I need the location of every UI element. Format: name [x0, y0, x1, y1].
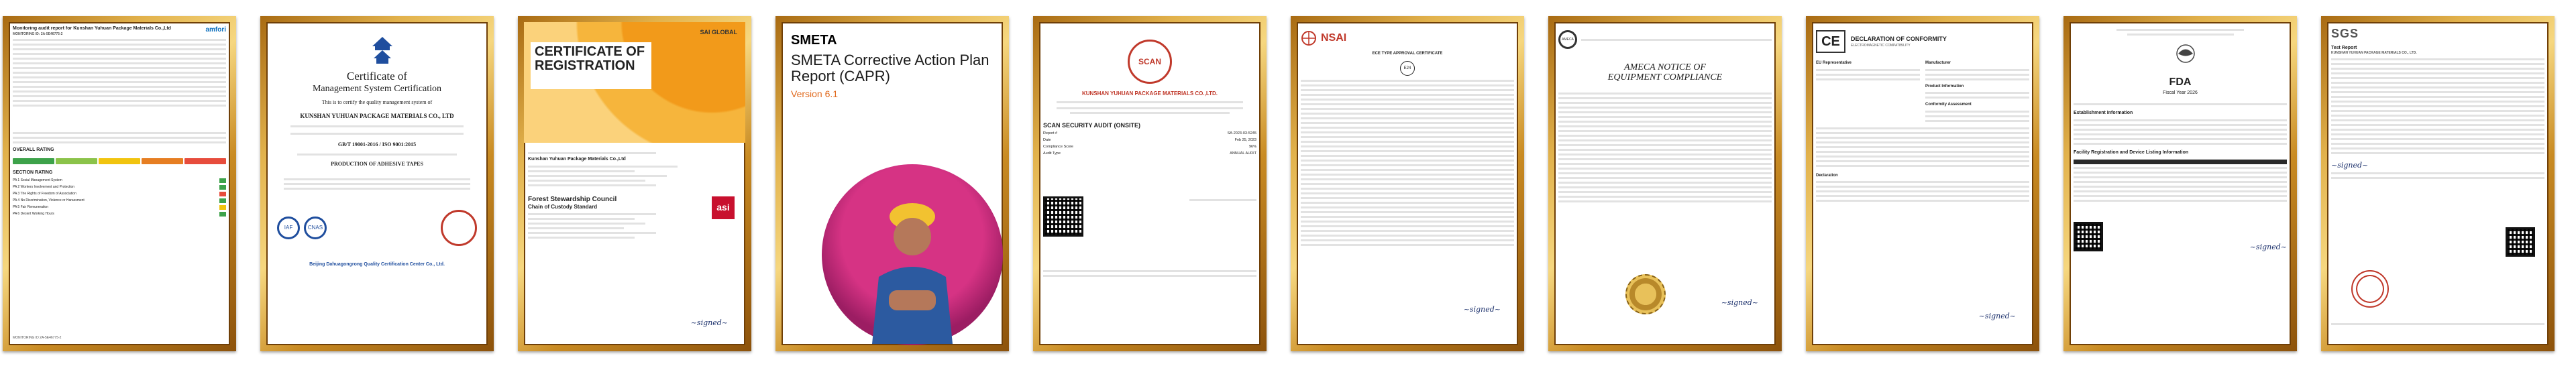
certificate-frame-10[interactable]	[2321, 16, 2555, 351]
ameca-title-line-2: EQUIPMENT COMPLIANCE	[1607, 72, 1723, 83]
certificate-frame-4[interactable]	[775, 16, 1009, 351]
capr-version: Version 6.1	[791, 88, 839, 100]
company-name: Kunshan Yuhuan Package Materials Co.,Ltd	[528, 157, 626, 162]
sgs-logo: SGS	[2331, 27, 2359, 40]
sai-global-logo: SAI GLOBAL	[700, 29, 737, 36]
nsai-certificate	[1301, 26, 1514, 341]
red-seal-icon	[441, 210, 477, 246]
certificate-frame-7[interactable]	[1548, 16, 1782, 351]
certificate-frame-6[interactable]	[1291, 16, 1524, 351]
product-heading: Product Information	[1925, 84, 1964, 88]
section-row: PA 2 Workers Involvement and Protection	[13, 185, 226, 190]
certificate-title-line-1: Certificate of	[346, 70, 408, 82]
registration-title: CERTIFICATE OF REGISTRATION	[531, 42, 651, 89]
signature-icon: ~signed~	[690, 318, 728, 328]
test-report-title: Test Report	[2331, 45, 2357, 50]
qr-code-icon	[1043, 196, 1083, 237]
gold-seal-icon	[1625, 274, 1666, 314]
certificate-title-line-2: Management System Certification	[312, 84, 442, 95]
red-stamp-icon	[2351, 270, 2389, 308]
report-footer: MONITORING ID 2A-5E46775-2	[13, 335, 62, 340]
nsai-logo-icon	[1301, 30, 1317, 46]
signature-icon: ~signed~	[1721, 298, 1758, 308]
overall-rating-heading: OVERALL RATING	[13, 147, 54, 152]
certificate-standard: GB/T 19001-2016 / ISO 9001:2015	[337, 141, 417, 147]
overall-rating-bar	[13, 156, 226, 166]
nsai-title: ECE TYPE APPROVAL CERTIFICATE	[1372, 52, 1443, 56]
scan-seal: SCAN	[1128, 40, 1172, 84]
section-row: PA 6 Decent Working Hours	[13, 212, 226, 217]
fsc-sub: Chain of Custody Standard	[528, 204, 598, 210]
monitoring-audit-report	[13, 26, 226, 341]
nsai-logo: NSAI	[1321, 32, 1347, 44]
fda-certificate	[2074, 26, 2287, 341]
certificate-frame-9[interactable]	[2063, 16, 2297, 351]
conformity-heading: Conformity Assessment	[1925, 103, 1972, 107]
table-header-bar	[2074, 160, 2287, 164]
worker-illustration-icon	[862, 190, 963, 344]
audit-row: Date Feb 25, 2023	[1043, 138, 1256, 143]
certificate-frame-2[interactable]	[260, 16, 494, 351]
certificate-frame-3[interactable]	[518, 16, 751, 351]
signature-icon: ~signed~	[1463, 305, 1501, 314]
certificate-frame-1[interactable]	[3, 16, 236, 351]
report-ref: MONITORING ID: 2A-5E46775-2	[13, 32, 63, 36]
e-mark: E24	[1400, 61, 1415, 76]
ce-declaration	[1816, 26, 2029, 341]
iso-certificate	[270, 26, 484, 341]
declaration-heading: Declaration	[1816, 173, 1838, 178]
iaf-logo-icon: IAF	[277, 217, 300, 239]
ameca-logo: AMECA	[1558, 30, 1577, 49]
section-rating-heading: SECTION RATING	[13, 170, 53, 175]
company-name: KUNSHAN YUHUAN PACKAGE MATERIALS CO.,LTD.	[1081, 90, 1218, 97]
ameca-title-line-1: AMECA NOTICE OF	[1624, 62, 1706, 72]
certificate-sub: This is to certify the quality management system of	[321, 99, 433, 105]
eagle-seal-icon	[2174, 44, 2197, 64]
cnas-logo-icon: CNAS	[304, 217, 327, 239]
qr-code-icon	[2074, 222, 2103, 251]
fda-fiscal-year: Fiscal Year 2026	[2163, 90, 2198, 95]
certificate-scope: PRODUCTION OF ADHESIVE TAPES	[331, 161, 423, 167]
ameca-certificate	[1558, 26, 1772, 341]
issuer-name: Beijing Dahuagongrong Quality Certification Center Co., Ltd.	[309, 262, 445, 267]
signature-icon: ~signed~	[1978, 312, 2016, 321]
manufacturer-heading: Manufacturer	[1925, 61, 1951, 65]
section-row: PA 1 Social Management System	[13, 178, 226, 183]
report-header: Monitoring audit report for Kunshan Yuhuan Package Materials Co.,Ltd	[13, 26, 171, 31]
ce-mark: CE	[1816, 30, 1845, 53]
audit-row: Compliance Score 96%	[1043, 145, 1256, 149]
smeta-logo: SMETA	[791, 33, 837, 48]
audit-title: SCAN SECURITY AUDIT (ONSITE)	[1043, 122, 1141, 129]
certificate-frame-5[interactable]	[1033, 16, 1267, 351]
establishment-heading: Establishment Information	[2074, 110, 2133, 115]
company-name: KUNSHAN YUHUAN PACKAGE MATERIALS CO., LTD	[300, 112, 454, 119]
signature-icon: ~signed~	[2331, 160, 2369, 170]
audit-row: Audit Type ANNUAL AUDIT	[1043, 151, 1256, 156]
asi-logo: asi	[712, 196, 735, 219]
company-name: KUNSHAN YUHUAN PACKAGE MATERIALS CO., LTD.	[2331, 51, 2417, 56]
eu-rep-heading: EU Representative	[1816, 61, 1852, 65]
ce-title: DECLARATION OF CONFORMITY	[1851, 36, 1947, 43]
capr-title: SMETA Corrective Action Plan Report (CAPR)	[791, 52, 989, 85]
section-row: PA 5 Fair Remuneration	[13, 205, 226, 210]
scan-audit	[1043, 26, 1256, 341]
audit-row: Report # SA-2023-03-5245	[1043, 131, 1256, 136]
ce-sub: ELECTROMAGNETIC COMPATIBILITY	[1851, 43, 1911, 48]
registration-heading: Facility Registration and Device Listing Information	[2074, 149, 2189, 155]
section-row: PA 4 No Discrimination, Violence or Harassment	[13, 198, 226, 203]
fsc-title: Forest Stewardship Council	[528, 195, 617, 203]
amfori-logo: amfori	[205, 26, 226, 34]
qr-code-icon	[2506, 227, 2535, 257]
pagoda-logo-icon	[371, 37, 394, 65]
registration-body	[528, 149, 741, 341]
certificate-frame-8[interactable]	[1806, 16, 2039, 351]
sgs-report	[2331, 26, 2544, 341]
fda-title: FDA	[2169, 76, 2192, 88]
signature-icon: ~signed~	[2249, 242, 2287, 251]
section-row: PA 3 The Rights of Freedom of Association	[13, 192, 226, 196]
